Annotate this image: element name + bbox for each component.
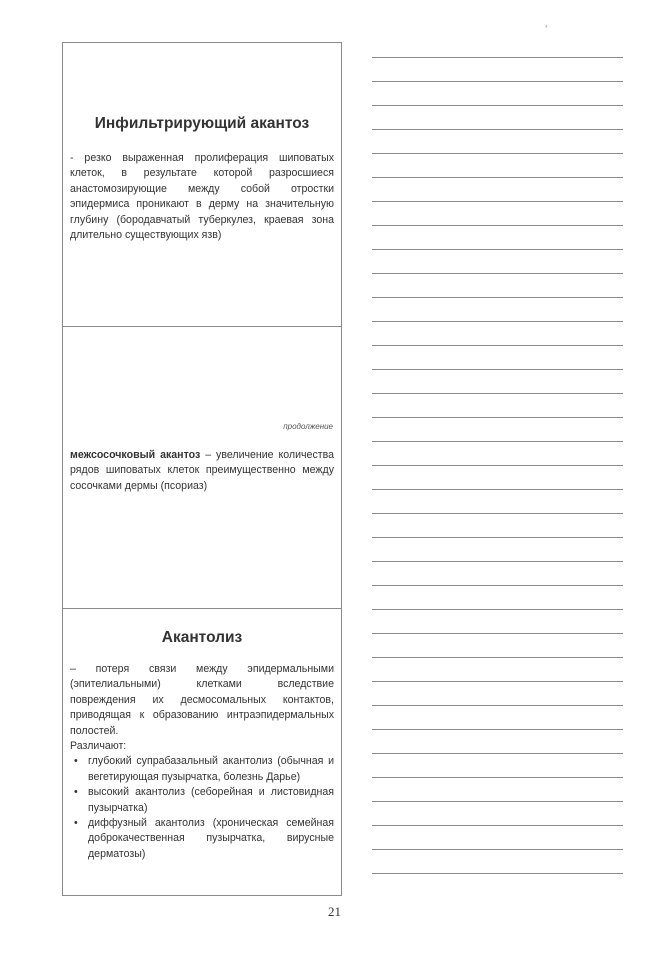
bullet-icon: • <box>74 786 78 799</box>
card-title: Инфильтрирующий акантоз <box>94 115 310 132</box>
term: межсосочковый акантоз <box>70 449 201 461</box>
ruled-line <box>372 417 623 418</box>
type-list <box>70 754 334 862</box>
ruled-line <box>372 81 623 82</box>
ruled-line <box>372 129 623 130</box>
ruled-line <box>372 105 623 106</box>
card-infiltrating-acanthosis <box>63 43 341 326</box>
ruled-line <box>372 873 623 874</box>
ruled-line <box>372 489 623 490</box>
term-definition: – увеличение количества рядов шиповатых клеток преимущественно между сосочками дермы (псориаз) <box>70 449 334 492</box>
ruled-line <box>372 777 623 778</box>
ruled-line <box>372 729 623 730</box>
flashcard-column <box>62 42 342 896</box>
ruled-line <box>372 201 623 202</box>
card-title: Акантолиз <box>161 629 243 646</box>
ruled-line <box>372 633 623 634</box>
ruled-line <box>372 561 623 562</box>
ruled-line <box>372 153 623 154</box>
ruled-line <box>372 537 623 538</box>
ruled-line <box>372 585 623 586</box>
ruled-line <box>372 225 623 226</box>
ruled-line <box>372 249 623 250</box>
ruled-line <box>372 801 623 802</box>
card-definition <box>70 662 334 862</box>
ruled-line <box>372 609 623 610</box>
ruled-line <box>372 345 623 346</box>
ruled-line <box>372 513 623 514</box>
list-item: • глубокий супрабазальный акантолиз (обычная и вегетирующая пузырчатка, болезнь Дарье) <box>74 755 334 783</box>
list-item: • высокий акантолиз (себорейная и листовидная пузырчатка) <box>74 786 334 814</box>
ruled-line <box>372 465 623 466</box>
ruled-line <box>372 321 623 322</box>
ruled-line <box>372 57 623 58</box>
ruled-line <box>372 369 623 370</box>
ruled-line <box>372 705 623 706</box>
ruled-line <box>372 297 623 298</box>
bullet-icon: • <box>74 755 78 768</box>
distinguish-label: Различают: <box>70 740 127 753</box>
list-item: • диффузный акантолиз (хроническая семейная доброкачественная пузырчатка, вирусные дерматозы) <box>74 817 334 860</box>
ruled-line <box>372 825 623 826</box>
page-mark: * <box>545 25 548 32</box>
card-definition: - резко выраженная пролиферация шиповатых клеток, в результате которой разросшиеся анастомозирующие между собой отростки эпидермиса проникают в дерму на значительную глубину (бородавчатый туберкулез, краевая зона длительно существующих язв) <box>70 152 334 242</box>
ruled-line <box>372 393 623 394</box>
bullet-icon: • <box>74 817 78 830</box>
card-interpapillary-acanthosis <box>63 326 341 608</box>
continuation-label: продолжение <box>283 422 333 431</box>
ruled-line <box>372 753 623 754</box>
ruled-line <box>372 849 623 850</box>
ruled-line <box>372 177 623 178</box>
ruled-line <box>372 681 623 682</box>
card-acantholysis <box>63 608 341 896</box>
page-number: 21 <box>328 904 341 919</box>
notes-ruled-lines <box>372 57 623 887</box>
ruled-line <box>372 441 623 442</box>
card-definition <box>70 448 334 494</box>
definition-text: – потеря связи между эпидермальными (эпителиальными) клетками вследствие повреждения их десмосомальных контактов, приводящая к образованию интраэпидермальных полостей. <box>70 663 334 737</box>
ruled-line <box>372 657 623 658</box>
ruled-line <box>372 273 623 274</box>
